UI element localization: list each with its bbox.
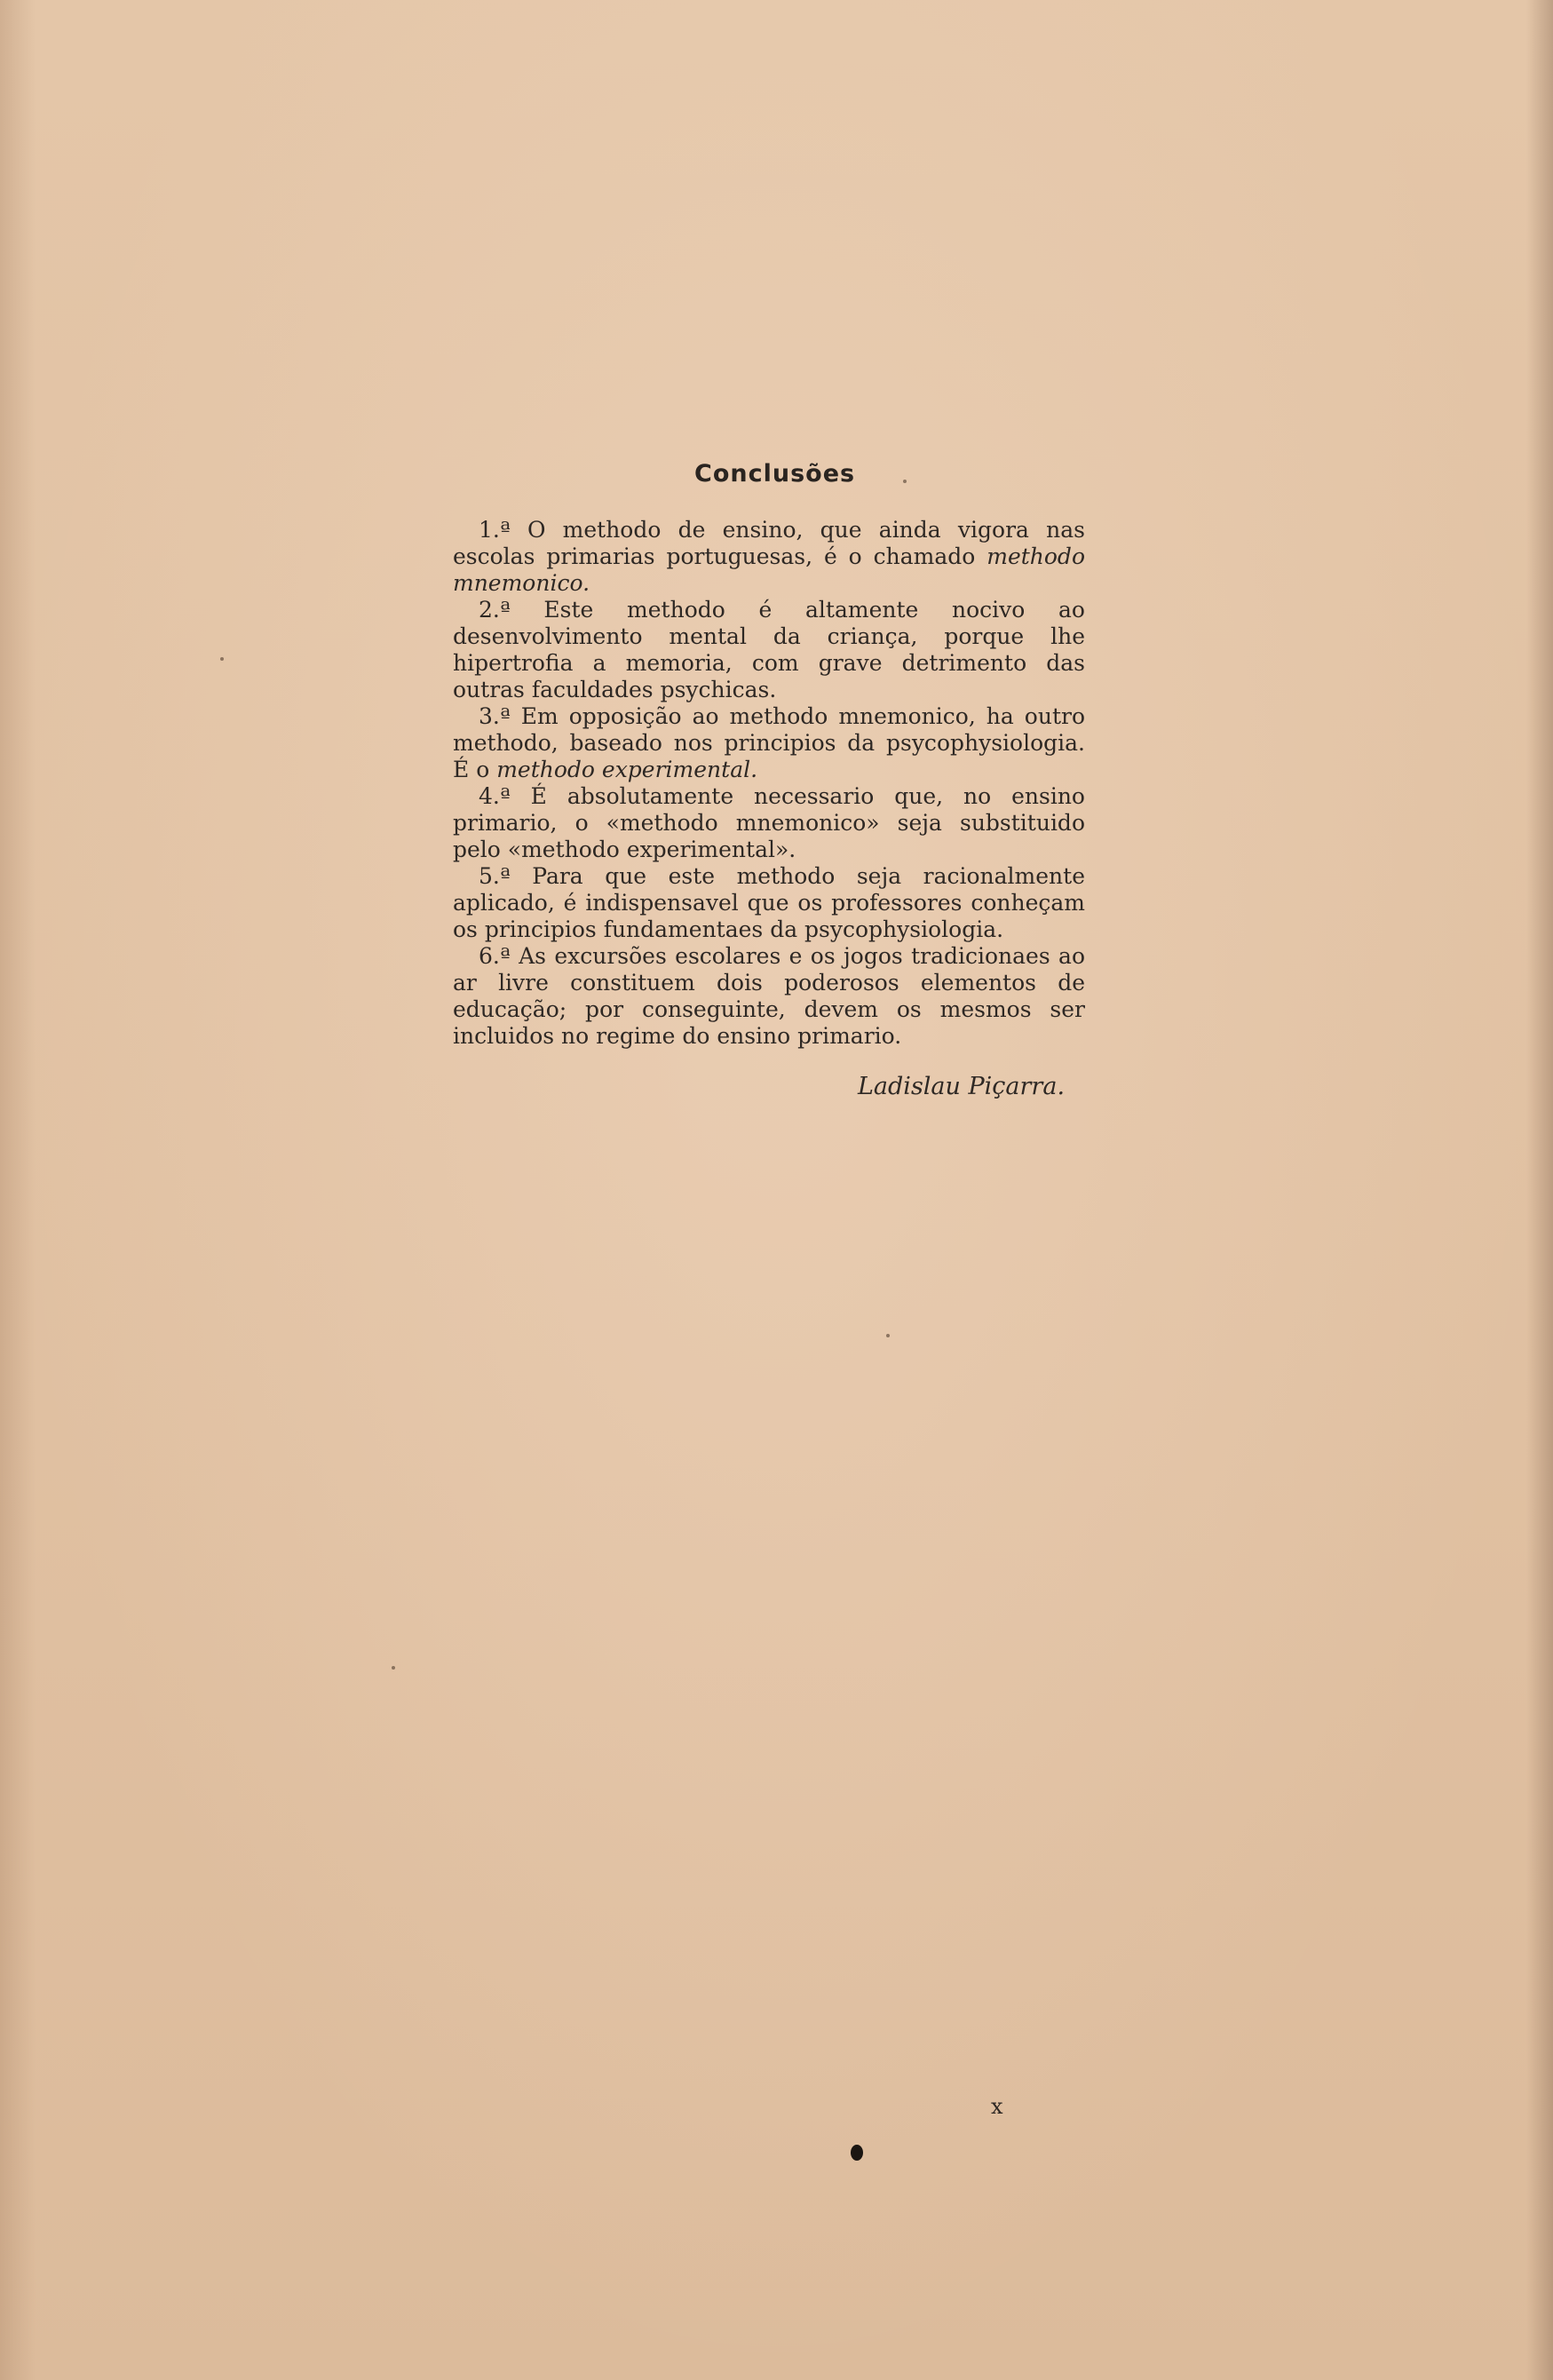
right-edge-shadow bbox=[1526, 0, 1553, 2380]
author-signature: Ladislau Piçarra. bbox=[858, 1073, 1066, 1100]
conclusion-paragraph bbox=[453, 783, 1085, 863]
conclusion-paragraph bbox=[453, 517, 1085, 597]
page-mark: x bbox=[991, 2094, 1003, 2119]
section-heading: Conclusões bbox=[694, 460, 856, 488]
conclusion-text: 3.ª Em opposição ao methodo mnemonico, ha outro methodo, baseado nos principios da psycophysiologia. É o bbox=[453, 703, 1085, 782]
conclusion-paragraph bbox=[453, 943, 1085, 1050]
conclusion-paragraph bbox=[453, 597, 1085, 703]
conclusion-text: 5.ª Para que este methodo seja racionalmente aplicado, é indispensavel que os professores conheçam os principios fundamentaes da psycophysiologia. bbox=[453, 863, 1085, 942]
conclusion-paragraph bbox=[453, 703, 1085, 783]
conclusion-emphasis: methodo mnemonico. bbox=[453, 543, 1085, 596]
paper-speck bbox=[886, 1334, 890, 1337]
ink-spot bbox=[851, 2145, 863, 2161]
conclusions-body bbox=[453, 517, 1085, 1050]
left-edge-shadow bbox=[0, 0, 36, 2380]
conclusion-text: 2.ª Este methodo é altamente nocivo ao desenvolvimento mental da criança, porque lhe hipertrofia a memoria, com grave detrimento das outras faculdades psychicas. bbox=[453, 597, 1085, 702]
paper-speck bbox=[392, 1666, 395, 1670]
paper-speck bbox=[220, 657, 224, 661]
conclusion-text: 1.ª O methodo de ensino, que ainda vigora nas escolas primarias portuguesas, é o chamado bbox=[453, 517, 1085, 569]
conclusion-text: 6.ª As excursões escolares e os jogos tradicionaes ao ar livre constituem dois poderosos elementos de educação; por conseguinte, devem os mesmos ser incluidos no regime do ensino primario. bbox=[453, 943, 1085, 1049]
conclusion-emphasis: methodo experimental. bbox=[496, 757, 758, 782]
paper-speck bbox=[903, 480, 907, 483]
conclusion-paragraph bbox=[453, 863, 1085, 943]
conclusion-text: 4.ª É absolutamente necessario que, no ensino primario, o «methodo mnemonico» seja substituido pelo «methodo experimental». bbox=[453, 783, 1085, 862]
